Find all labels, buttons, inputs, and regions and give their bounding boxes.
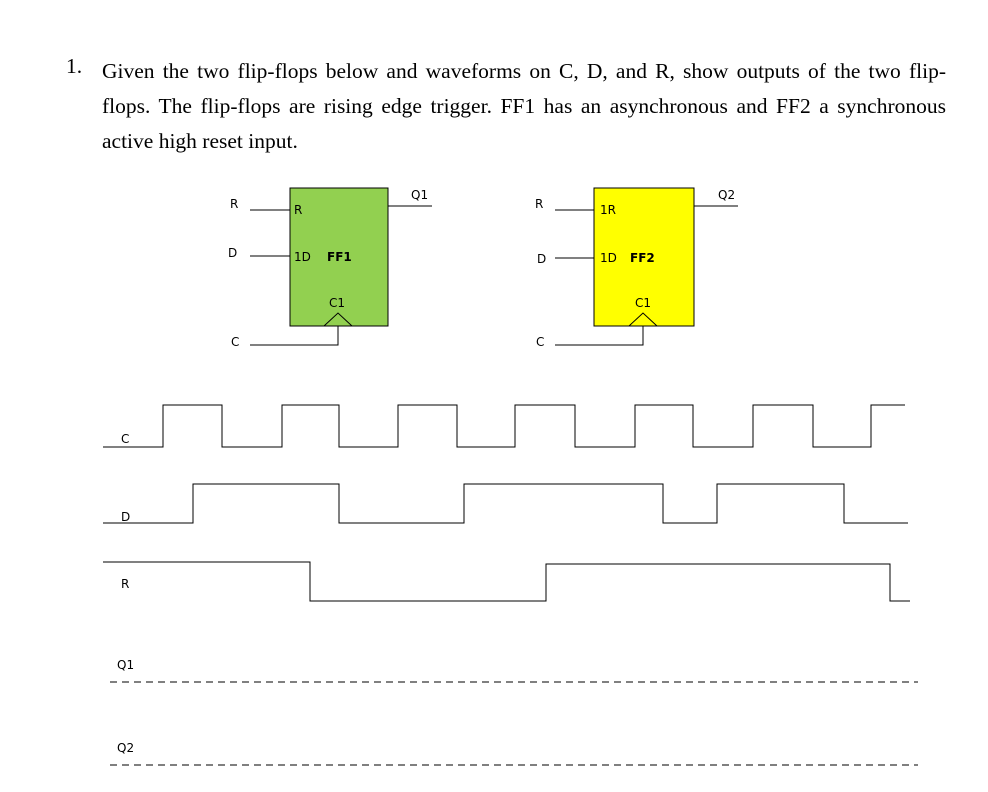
q2-waveform-label: Q2 — [117, 741, 135, 755]
q1-waveform-label: Q1 — [117, 658, 135, 672]
ff2-data-pin-label: 1D — [600, 251, 617, 265]
ff1-name: FF1 — [327, 250, 352, 264]
ff2-reset-pin-label: 1R — [600, 203, 616, 217]
ff1-output-label: Q1 — [411, 188, 429, 202]
d-waveform-label: D — [121, 510, 131, 524]
ff2-clock-pin-label: C1 — [635, 296, 652, 310]
ff2-clock-wire — [555, 326, 643, 345]
r-waveform-label: R — [121, 577, 130, 591]
ff1-d-input-label: D — [228, 246, 238, 260]
r-waveform — [103, 562, 910, 601]
ff1-data-pin-label: 1D — [294, 250, 311, 264]
ff1-clock-pin-label: C1 — [329, 296, 346, 310]
ff1-reset-pin-label: R — [294, 203, 303, 217]
ff2-c-input-label: C — [536, 335, 545, 349]
ff1-c-input-label: C — [231, 335, 240, 349]
ff1-clock-wire — [250, 326, 338, 345]
ff2-name: FF2 — [630, 251, 655, 265]
ff2-output-label: Q2 — [718, 188, 736, 202]
ff2-d-input-label: D — [537, 252, 547, 266]
ff1-r-input-label: R — [230, 197, 239, 211]
question-number: 1. — [66, 54, 83, 78]
c-waveform — [103, 405, 905, 447]
d-waveform — [103, 484, 908, 523]
ff2-group — [535, 188, 738, 349]
c-waveform-label: C — [121, 432, 130, 446]
ff1-group — [228, 188, 432, 349]
ff2-r-input-label: R — [535, 197, 544, 211]
question-text: Given the two flip-flops below and waveforms on C, D, and R, show outputs of the two flip-flops. The flip-flops are rising edge trigger. FF1 has an asynchronous and FF2 a synchronous active high reset input. — [102, 59, 946, 153]
timing-diagram — [103, 405, 918, 765]
